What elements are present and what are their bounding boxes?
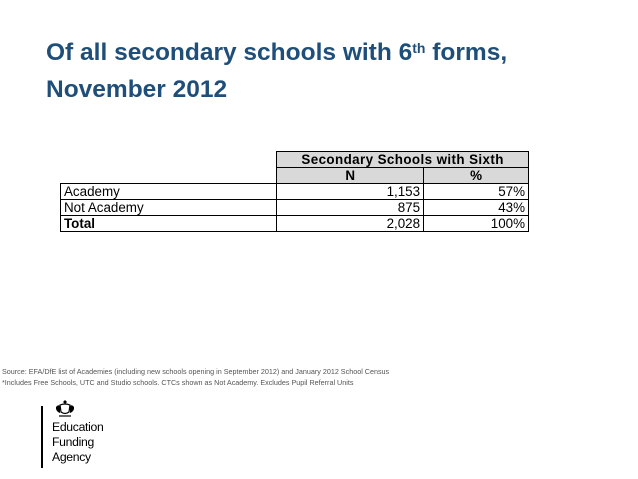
efa-logo <box>38 398 128 472</box>
row-n: 2,028 <box>277 216 424 232</box>
row-label: Total <box>61 216 277 232</box>
row-pct: 43% <box>424 200 529 216</box>
row-label: Academy <box>61 184 277 200</box>
table-row-total <box>61 216 529 232</box>
royal-crest-icon <box>54 398 76 418</box>
table-row <box>61 184 529 200</box>
logo-text <box>52 420 104 465</box>
table-group-header-row <box>61 152 529 168</box>
logo-line-1: Education <box>52 420 104 434</box>
column-header-pct: % <box>424 168 529 184</box>
row-pct: 57% <box>424 184 529 200</box>
title-superscript: th <box>412 40 426 56</box>
source-line-2: *Includes Free Schools, UTC and Studio schools. CTCs shown as Not Academy. Excludes Pupil Referral Units <box>2 377 354 387</box>
header-empty-cell <box>61 168 277 184</box>
group-header: Secondary Schools with Sixth <box>277 152 529 168</box>
row-n: 1,153 <box>277 184 424 200</box>
schools-table <box>60 151 529 232</box>
row-label: Not Academy <box>61 200 277 216</box>
slide-title <box>46 34 626 108</box>
source-line-1: Source: EFA/DfE list of Academies (including new schools opening in September 2012) and January 2012 School Census <box>2 367 390 376</box>
logo-line-2: Funding <box>52 435 94 449</box>
logo-line-3: Agency <box>52 450 91 464</box>
table-column-header-row <box>61 168 529 184</box>
logo-divider <box>41 406 43 468</box>
source-note <box>2 367 632 388</box>
row-n: 875 <box>277 200 424 216</box>
title-line-1-text: Of all secondary schools with 6 <box>46 39 413 66</box>
title-line-2: November 2012 <box>46 76 228 103</box>
title-line-1 <box>46 34 626 71</box>
column-header-n: N <box>277 168 424 184</box>
table-row <box>61 200 529 216</box>
header-empty-cell <box>61 152 277 168</box>
title-line-1-end: forms, <box>425 39 508 66</box>
row-pct: 100% <box>424 216 529 232</box>
